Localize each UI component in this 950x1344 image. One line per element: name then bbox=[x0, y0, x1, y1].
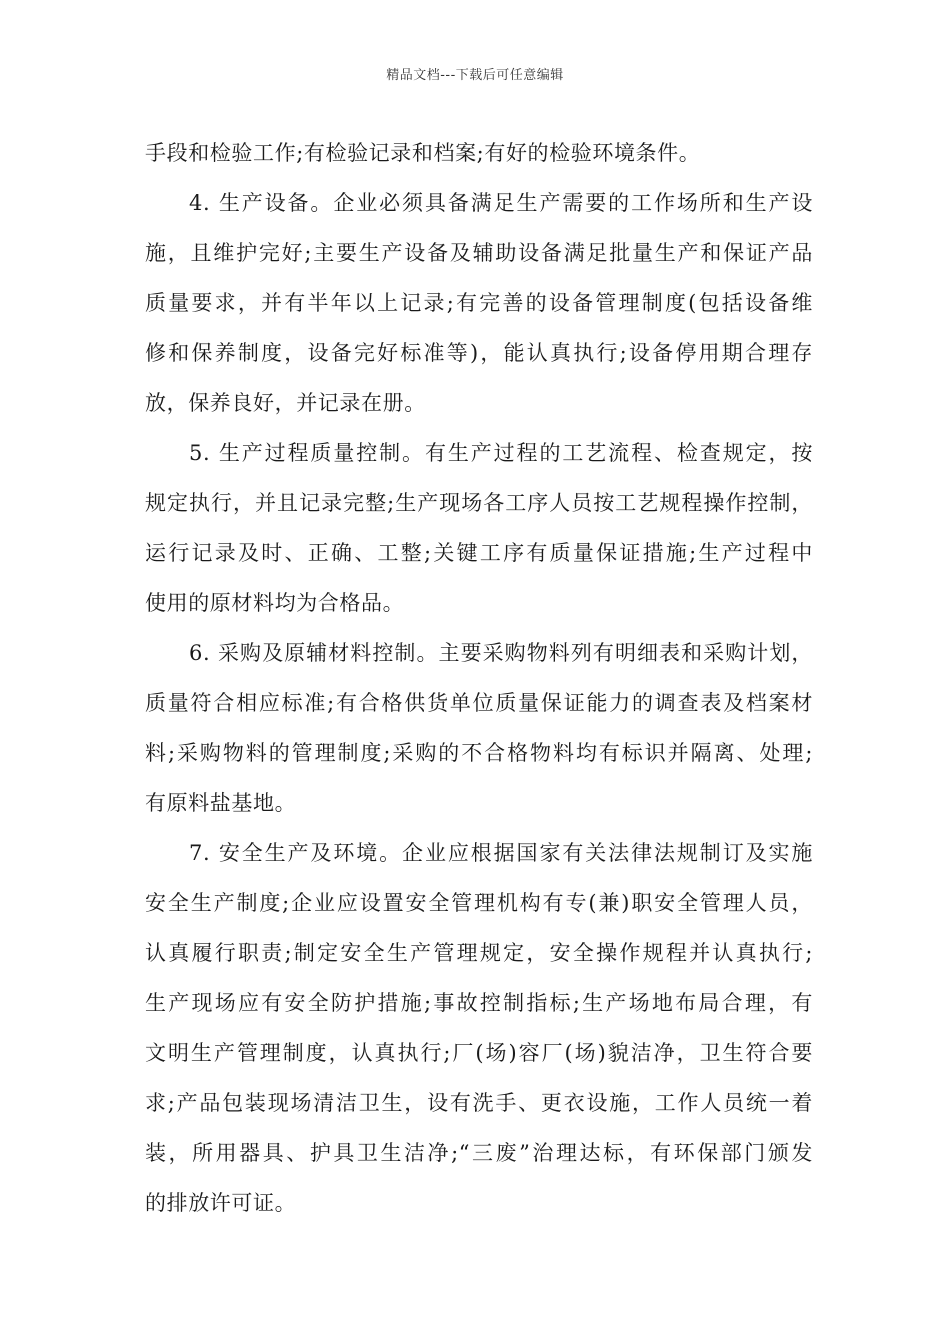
text-line: 求;产品包装现场清洁卫生，设有洗手、更衣设施，工作人员统一着 bbox=[145, 1091, 813, 1115]
text-line: 有原料盐基地。 bbox=[145, 791, 297, 815]
text-line: 安全生产制度;企业应设置安全管理机构有专(兼)职安全管理人员， bbox=[145, 891, 813, 915]
paragraph-procurement-control bbox=[145, 628, 813, 828]
paragraph-continuation bbox=[145, 128, 813, 178]
text-line: 修和保养制度，设备完好标准等)，能认真执行;设备停用期合理存 bbox=[145, 341, 813, 365]
text-line: 的排放许可证。 bbox=[145, 1191, 297, 1215]
page-header: 精品文档---下载后可任意编辑 bbox=[386, 68, 564, 83]
text-line: 放，保养良好，并记录在册。 bbox=[145, 391, 426, 415]
text-line: 使用的原材料均为合格品。 bbox=[145, 591, 405, 615]
text-line: 运行记录及时、正确、工整;关键工序有质量保证措施;生产过程中 bbox=[145, 541, 813, 565]
text-line: 7. 安全生产及环境。企业应根据国家有关法律法规制订及实施 bbox=[189, 841, 813, 865]
text-line: 6. 采购及原辅材料控制。主要采购物料列有明细表和采购计划， bbox=[189, 641, 813, 665]
text-line: 料;采购物料的管理制度;采购的不合格物料均有标识并隔离、处理; bbox=[145, 741, 813, 765]
paragraph-process-quality-control bbox=[145, 428, 813, 628]
text-line: 装，所用器具、护具卫生洁净;“三废”治理达标，有环保部门颁发 bbox=[145, 1141, 813, 1165]
text-line: 4. 生产设备。企业必须具备满足生产需要的工作场所和生产设 bbox=[189, 191, 813, 215]
text-line: 施，且维护完好;主要生产设备及辅助设备满足批量生产和保证产品 bbox=[145, 241, 813, 265]
text-line: 手段和检验工作;有检验记录和档案;有好的检验环境条件。 bbox=[145, 141, 701, 165]
text-line: 文明生产管理制度，认真执行;厂(场)容厂(场)貌洁净，卫生符合要 bbox=[145, 1041, 813, 1065]
paragraph-safety-environment bbox=[145, 828, 813, 1228]
text-line: 质量符合相应标准;有合格供货单位质量保证能力的调查表及档案材 bbox=[145, 691, 813, 715]
text-line: 认真履行职责;制定安全生产管理规定，安全操作规程并认真执行; bbox=[145, 941, 813, 965]
paragraph-production-equipment bbox=[145, 178, 813, 428]
text-line: 规定执行，并且记录完整;生产现场各工序人员按工艺规程操作控制， bbox=[145, 491, 813, 515]
text-line: 生产现场应有安全防护措施;事故控制指标;生产场地布局合理，有 bbox=[145, 991, 813, 1015]
text-line: 5. 生产过程质量控制。有生产过程的工艺流程、检查规定，按 bbox=[189, 441, 813, 465]
text-line: 质量要求，并有半年以上记录;有完善的设备管理制度(包括设备维 bbox=[145, 291, 813, 315]
document-body bbox=[145, 128, 813, 1228]
